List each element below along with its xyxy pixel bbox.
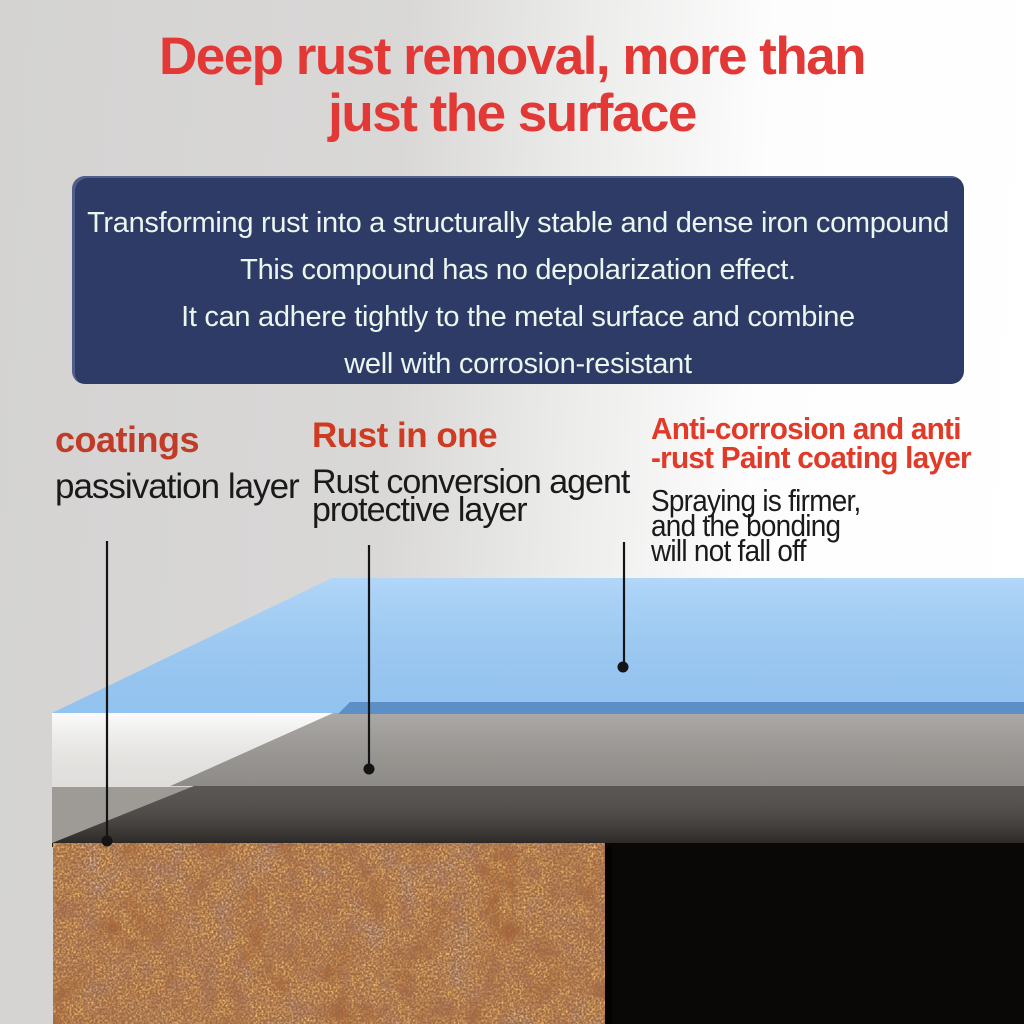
label-anti-corrosion-heading: [651, 411, 971, 475]
info-line: This compound has no depolarization effect.: [240, 254, 796, 286]
title-line-1: Deep rust removal, more than: [158, 27, 866, 86]
layer-primer-band-shade: [52, 786, 1024, 847]
pointer-dot-paint: [618, 662, 629, 673]
info-line: Transforming rust into a structurally stable and dense iron compound: [87, 207, 949, 239]
label-rust-conversion-body: [312, 463, 630, 529]
label-passivation: [55, 421, 299, 505]
pointer-dot-passivation: [102, 836, 113, 847]
info-box: [72, 176, 964, 384]
layer-paint-coating-edge: [338, 702, 1024, 714]
layer-paint-coating-shade: [52, 578, 1024, 713]
label-passivation-heading: coatings: [55, 419, 200, 460]
pointer-dot-conversion: [364, 764, 375, 775]
label-rust-conversion-heading: Rust in one: [312, 416, 498, 455]
label-line: passivation layer: [55, 467, 299, 506]
shadow-block: [604, 843, 1024, 1024]
heading-line: Anti-corrosion and anti: [651, 411, 961, 446]
label-passivation-body: [55, 469, 299, 505]
heading-line: -rust Paint coating layer: [651, 440, 971, 475]
label-rust-conversion: [312, 416, 630, 529]
title-line-2: just the surface: [328, 84, 696, 143]
label-line: Rust conversion agent: [312, 463, 630, 501]
label-anti-corrosion-body: [651, 483, 951, 568]
label-line: Spraying is firmer,: [651, 483, 861, 518]
info-line: well with corrosion-resistant: [344, 348, 692, 380]
page-title: [0, 28, 1024, 142]
label-anti-corrosion: [651, 411, 984, 568]
label-line: will not fall off: [651, 533, 806, 568]
label-line: and the bonding: [651, 508, 841, 543]
info-line: It can adhere tightly to the metal surface and combine: [181, 301, 855, 333]
label-line: protective layer: [312, 491, 527, 529]
rusted-metal-block: [53, 843, 605, 1024]
